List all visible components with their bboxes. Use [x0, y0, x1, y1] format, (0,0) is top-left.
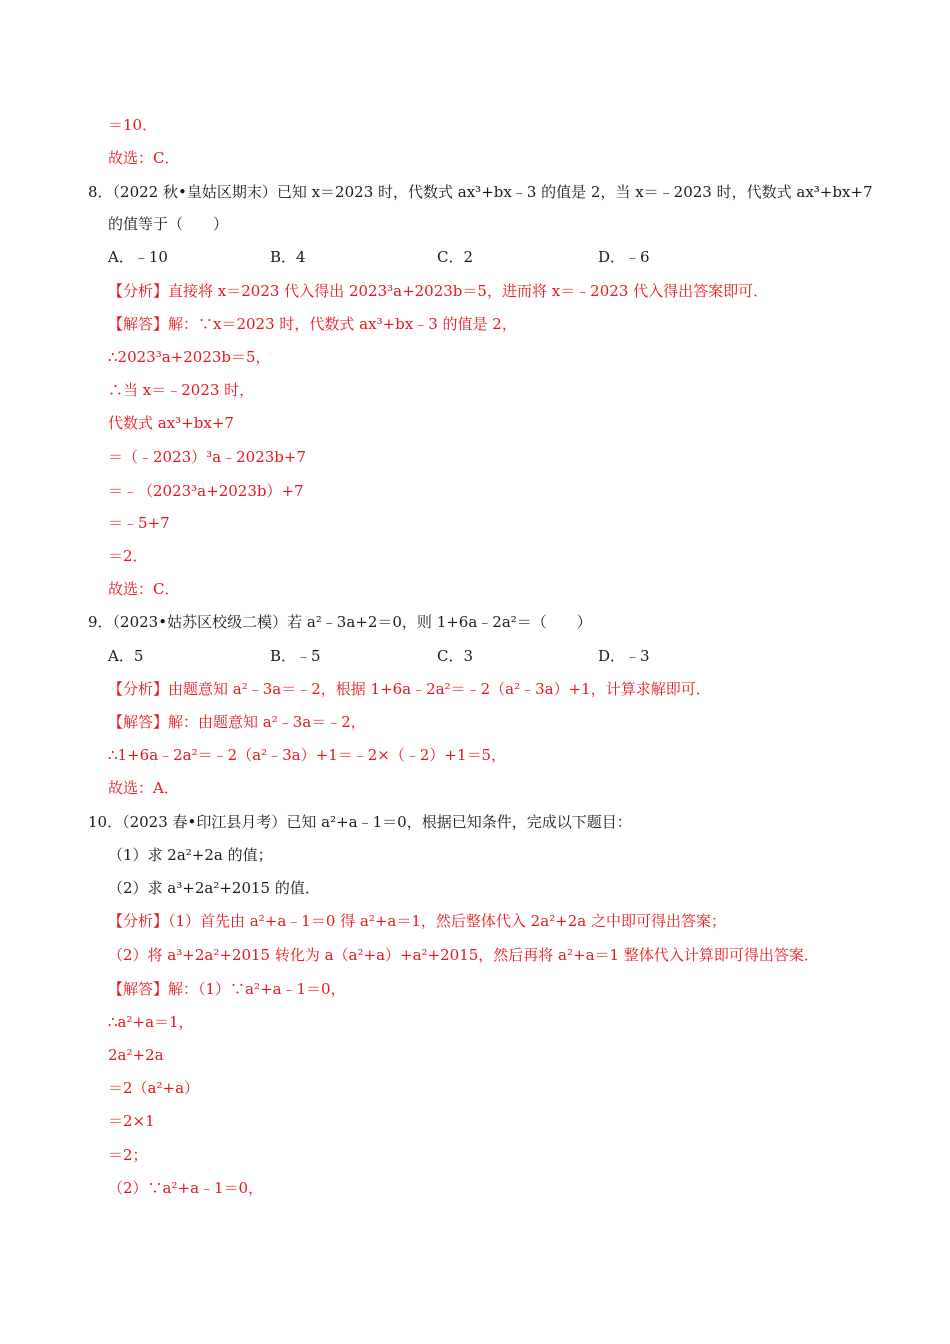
text-line: 代数式 ax³+bx+7	[108, 414, 234, 432]
q10-part-2: （2）求 a³+2a²+2015 的值．	[108, 879, 320, 897]
text-line: （2）∵a²+a﹣1＝0，	[108, 1179, 264, 1197]
text-line: ＝2．	[108, 547, 148, 565]
q8-option-c: C．2	[437, 248, 474, 266]
text-line: ＝（﹣2023）³a﹣2023b+7	[108, 448, 307, 466]
text-line: ∴a²+a＝1，	[108, 1013, 194, 1031]
text-line: ＝﹣（2023³a+2023b）+7	[108, 482, 304, 500]
question-10-stem: 10．（2023 春•印江县月考）已知 a²+a﹣1＝0，根据已知条件，完成以下题目：	[88, 813, 632, 831]
q9-option-b: B．﹣5	[270, 647, 321, 665]
text-line: 故选：C．	[108, 149, 180, 167]
q9-analysis: 【分析】由题意知 a²﹣3a＝﹣2，根据 1+6a﹣2a²＝﹣2（a²﹣3a）+1，计算求解即可．	[108, 680, 711, 698]
question-8-stem: 8．（2022 秋•皇姑区期末）已知 x＝2023 时，代数式 ax³+bx﹣3 的值是 2，当 x＝﹣2023 时，代数式 ax³+bx+7	[88, 183, 873, 201]
q8-solution: 【解答】解：∵x＝2023 时，代数式 ax³+bx﹣3 的值是 2，	[108, 315, 517, 333]
q8-analysis: 【分析】直接将 x＝2023 代入得出 2023³a+2023b＝5，进而将 x＝﹣2023 代入得出答案即可．	[108, 282, 769, 300]
text-line: ＝﹣5+7	[108, 514, 170, 532]
text-line: ＝2×1	[108, 1112, 155, 1130]
q9-solution: 【解答】解：由题意知 a²﹣3a＝﹣2，	[108, 713, 366, 731]
text-line: 2a²+2a	[108, 1046, 164, 1064]
q8-option-a: A．﹣10	[108, 248, 168, 266]
text-line: ＝10．	[108, 116, 158, 134]
text-line: ∴2023³a+2023b＝5，	[108, 348, 271, 366]
q8-option-b: B．4	[270, 248, 306, 266]
q10-analysis: 【分析】（1）首先由 a²+a﹣1＝0 得 a²+a＝1，然后整体代入 2a²+2a 之中即可得出答案；	[108, 912, 727, 930]
question-9-stem: 9．（2023•姑苏区校级二模）若 a²﹣3a+2＝0，则 1+6a﹣2a²＝（ ）	[88, 613, 592, 631]
q9-option-a: A．5	[108, 647, 144, 665]
text-line: 故选：C．	[108, 580, 180, 598]
text-line: 故选：A．	[108, 779, 179, 797]
text-line: ∴1+6a﹣2a²＝﹣2（a²﹣3a）+1＝﹣2×（﹣2）+1＝5，	[108, 746, 507, 764]
text-line: （2）将 a³+2a²+2015 转化为 a（a²+a）+a²+2015，然后再将 a²+a＝1 整体代入计算即可得出答案．	[108, 946, 819, 964]
question-8-stem-cont: 的值等于（ ）	[108, 215, 229, 233]
q10-part-1: （1）求 2a²+2a 的值；	[108, 846, 273, 864]
text-line: ＝2；	[108, 1146, 148, 1164]
q9-option-d: D．﹣3	[598, 647, 650, 665]
q9-option-c: C．3	[437, 647, 474, 665]
q10-solution: 【解答】解：（1）∵a²+a﹣1＝0，	[108, 980, 346, 998]
q8-option-d: D．﹣6	[598, 248, 650, 266]
text-line: ＝2（a²+a）	[108, 1079, 200, 1097]
text-line: ∴当 x＝﹣2023 时，	[108, 381, 255, 399]
